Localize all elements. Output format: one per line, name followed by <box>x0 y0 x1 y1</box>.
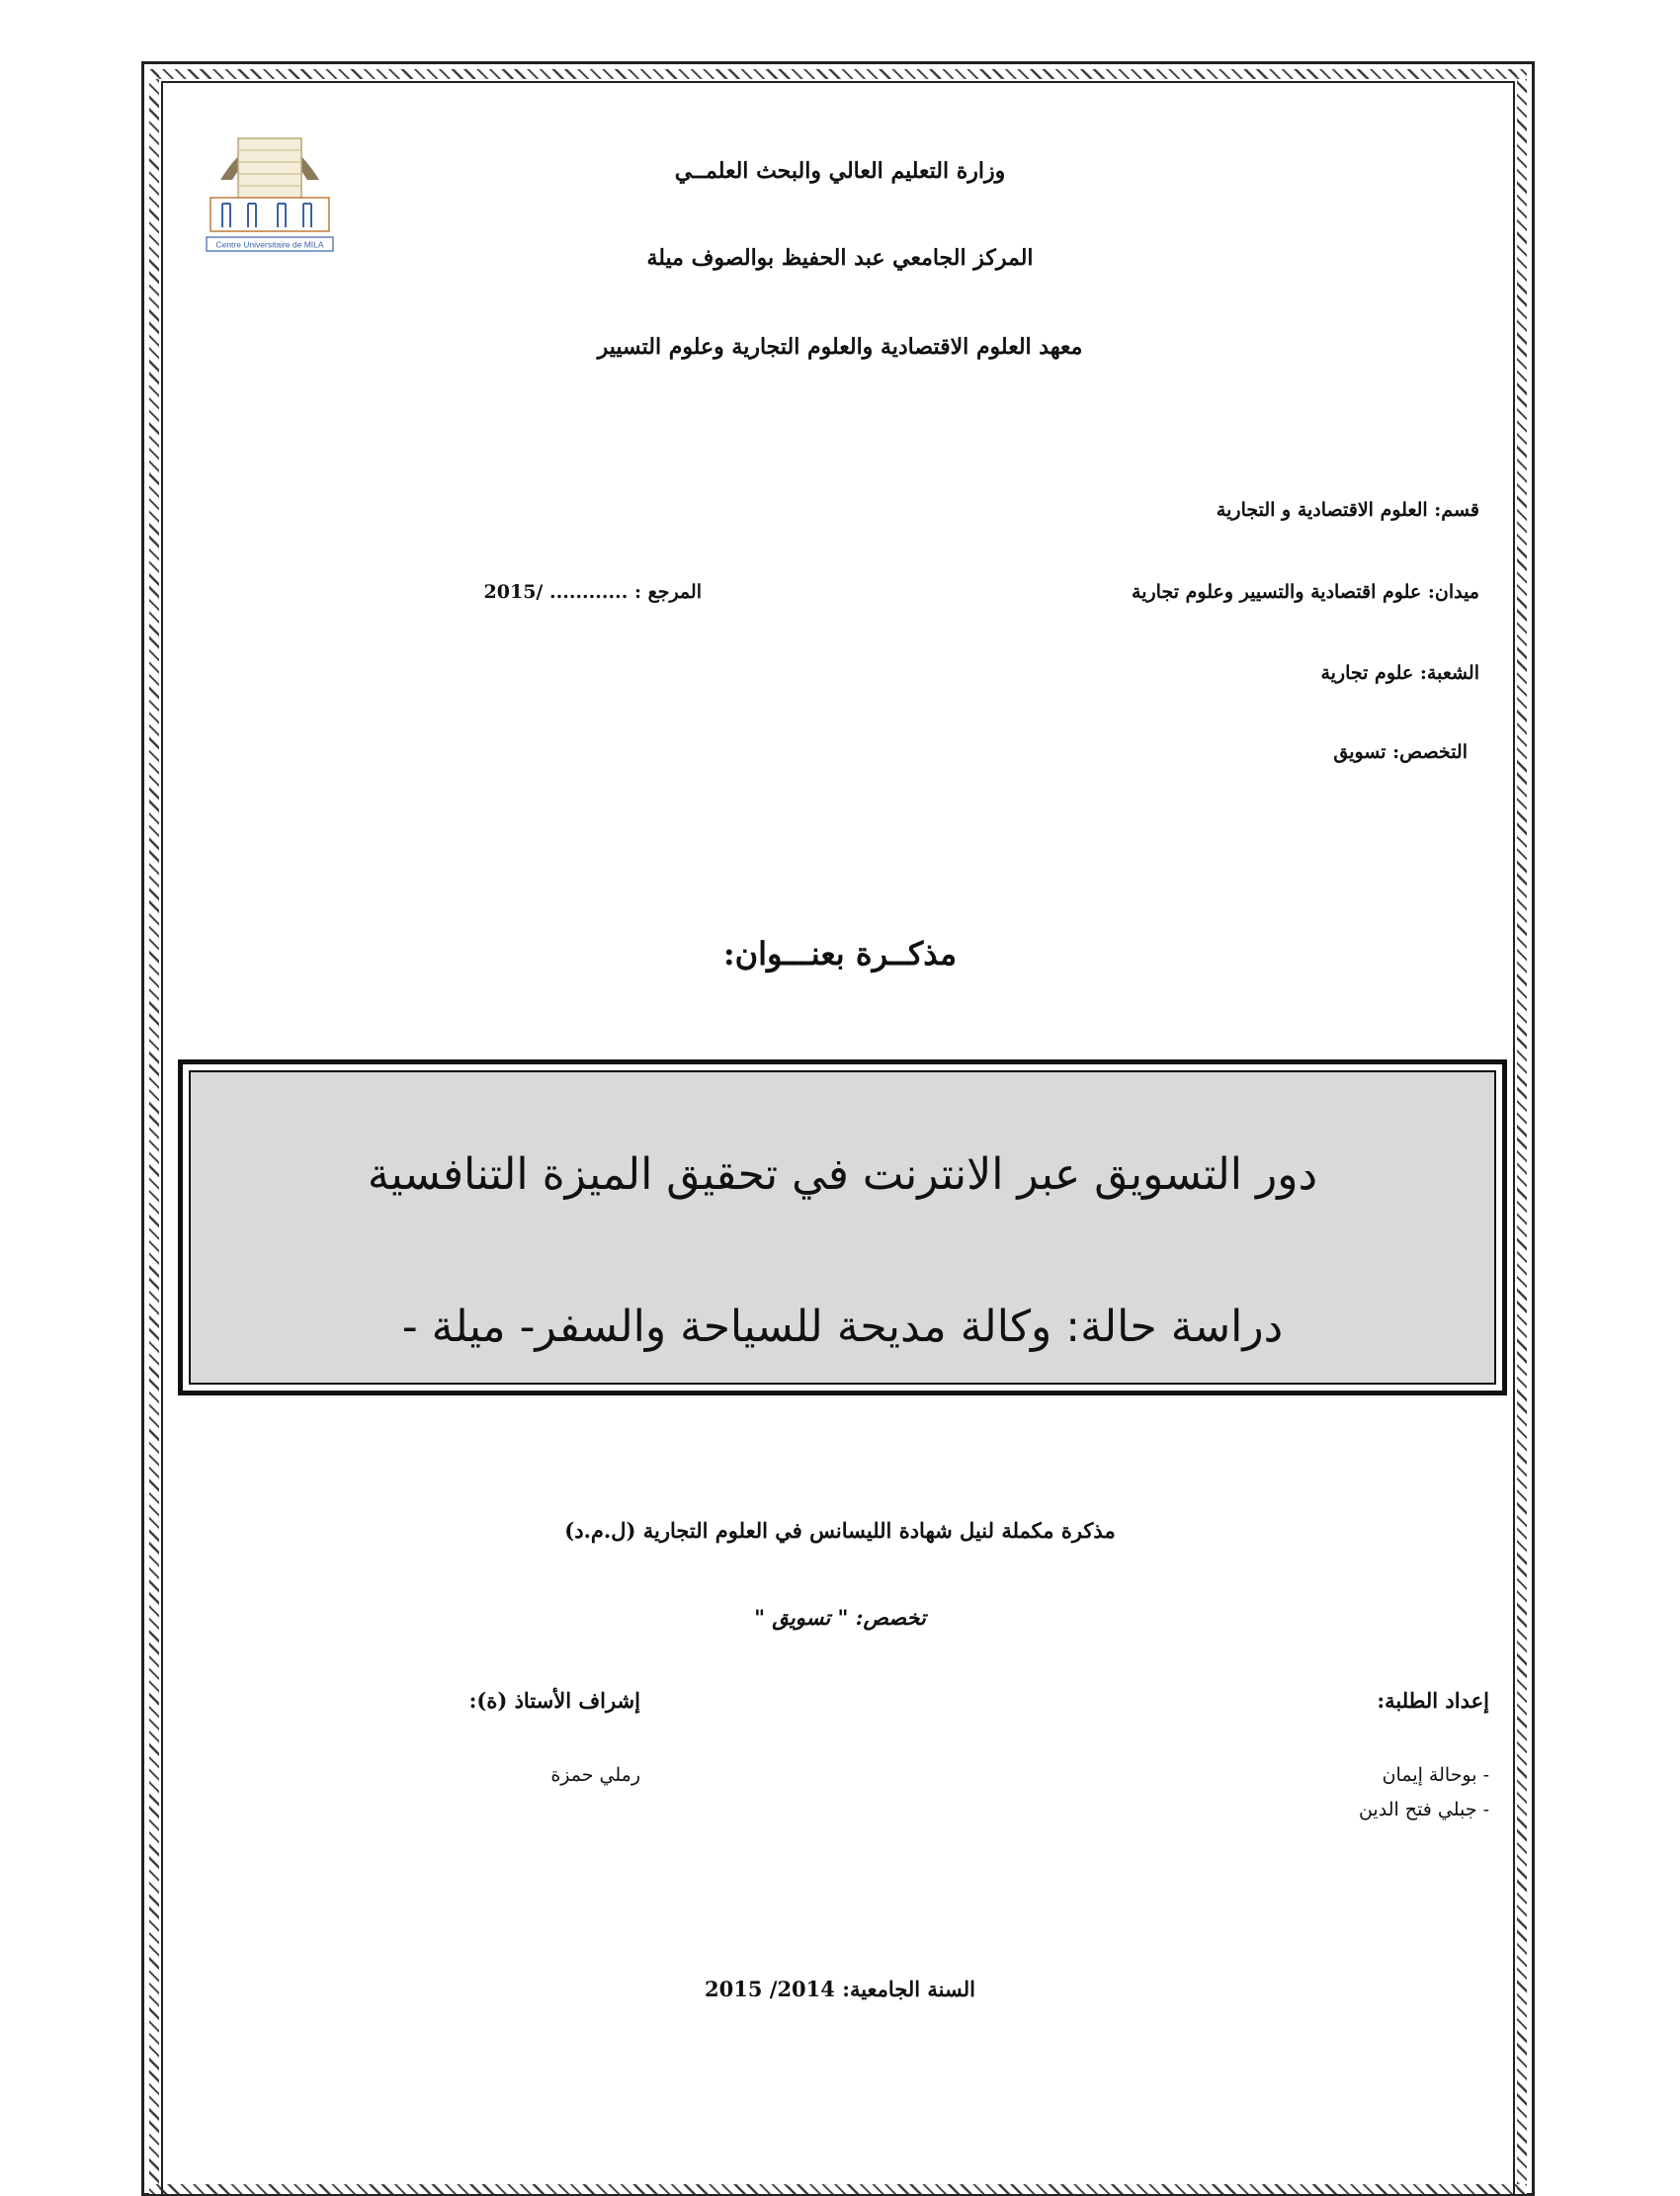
thesis-case-study: دراسة حالة: وكالة مديحة للسياحة والسفر- ميلة - <box>401 1302 1284 1352</box>
field-label: ميدان: علوم اقتصادية والتسيير وعلوم تجارية <box>1132 581 1479 603</box>
university-logo <box>201 111 339 259</box>
academic-year: السنة الجامعية: 2014/ 2015 <box>705 1977 975 2001</box>
student-name: - بوحالة إيمان <box>1382 1764 1489 1786</box>
branch-label: الشعبة: علوم تجارية <box>1320 662 1479 684</box>
degree-specialty: تخصص: " تسويق " <box>754 1605 926 1630</box>
supervisor-label: إشراف الأستاذ (ة): <box>468 1688 640 1713</box>
degree-statement: مذكرة مكملة لنيل شهادة الليسانس في العلوم التجارية (ل.م.د) <box>564 1518 1116 1543</box>
thesis-title: دور التسويق عبر الانترنت في تحقيق الميزة التنافسية <box>367 1149 1318 1200</box>
logo-caption: Centre Universitaire de MILA <box>215 239 324 250</box>
university-center-name: المركز الجامعي عبد الحفيظ بوالصوف ميلة <box>646 245 1034 271</box>
supervisor-name: رملي حمزة <box>550 1764 640 1786</box>
specialty-label: التخصص: تسويق <box>1333 741 1468 763</box>
institute-name: معهد العلوم الاقتصادية والعلوم التجارية وعلوم التسيير <box>597 334 1083 360</box>
department-label: قسم: العلوم الاقتصادية و التجارية <box>1216 499 1479 521</box>
thesis-title-box <box>178 1059 1507 1395</box>
students-label: إعداد الطلبة: <box>1377 1688 1489 1713</box>
reference-label: المرجع : ............ /2015 <box>483 581 702 603</box>
memo-heading: مذكــرة بعنـــوان: <box>722 935 958 972</box>
student-name: - جبلي فتح الدين <box>1358 1799 1489 1820</box>
ministry-name: وزارة التعليم العالي والبحث العلمــي <box>674 158 1006 184</box>
